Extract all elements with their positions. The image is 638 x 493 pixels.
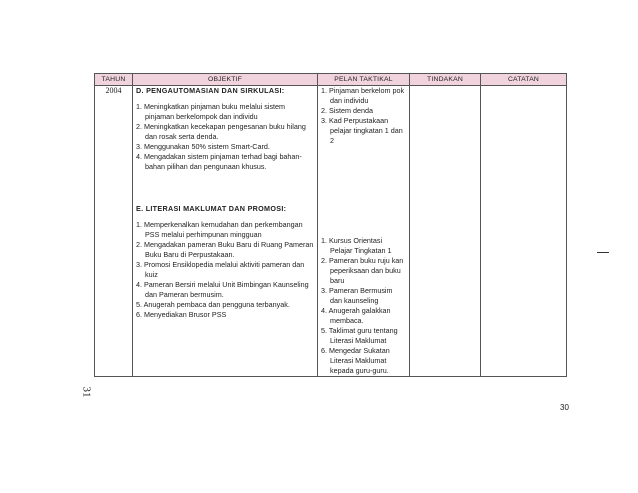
objective-item: 5. Anugerah pembaca dan pengguna terbanyak. [136, 300, 290, 309]
objective-item: 2. Meningkatkan kecekapan pengesanan buku hilang dan rosak serta denda. [136, 122, 306, 141]
plan-table [94, 73, 567, 377]
objective-item: 4. Pameran Bersiri melalui Unit Bimbingan Kaunseling dan Pameran bermusim. [136, 280, 309, 299]
objective-item: 1. Meningkatkan pinjaman buku melalui sistem pinjaman berkelompok dan individu [136, 102, 286, 121]
catatan-cell [481, 86, 567, 377]
edge-mark [597, 252, 609, 253]
header-pelan-taktikal: PELAN TAKTIKAL [318, 74, 410, 86]
objective-item: 3. Menggunakan 50% sistem Smart-Card. [136, 142, 270, 151]
header-row [95, 74, 567, 86]
plan-item: 1. Kursus Orientasi Pelajar Tingkatan 1 [321, 236, 392, 255]
pelan-taktikal-cell [318, 86, 410, 377]
margin-page-number: 31 [80, 386, 93, 398]
objective-item: 4. Mengadakan sistem pinjaman terhad bagi bahan-bahan pilihan dan pengunaan khusus. [136, 152, 302, 171]
plan-item: 3. Kad Perpustakaan pelajar tingkatan 1 dan 2 [321, 116, 403, 145]
tindakan-cell [410, 86, 481, 377]
header-objektif: OBJEKTIF [133, 74, 318, 86]
page-number: 30 [560, 403, 569, 412]
year-cell: 2004 [95, 86, 133, 377]
plan-item: 4. Anugerah galakkan membaca. [321, 306, 391, 325]
header-tahun: TAHUN [95, 74, 133, 86]
table-row [95, 86, 567, 377]
objective-item: 3. Promosi Ensiklopedia melalui aktiviti pameran dan kuiz [136, 260, 305, 279]
objective-item: 6. Menyediakan Brusor PSS [136, 310, 227, 319]
header-catatan: CATATAN [481, 74, 567, 86]
header-tindakan: TINDAKAN [410, 74, 481, 86]
plan-item: 5. Taklimat guru tentang Literasi Maklumat [321, 326, 398, 345]
section-d-heading: D. PENGAUTOMASIAN DAN SIRKULASI: [136, 86, 285, 95]
objective-item: 2. Mengadakan pameran Buku Baru di Ruang Pameran Buku Baru di Perpustakaan. [136, 240, 314, 259]
plan-item: 1. Pinjaman berkelom pok dan individu [321, 86, 405, 105]
plan-item: 3. Pameran Bermusim dan kaunseling [321, 286, 393, 305]
plan-item: 2. Pameran buku ruju kan peperiksaan dan buku baru [321, 256, 404, 285]
objective-item: 1. Memperkenalkan kemudahan dan perkembangan PSS melalui perhimpunan mingguan [136, 220, 303, 239]
plan-item: 2. Sistem denda [321, 106, 373, 115]
objektif-cell [133, 86, 318, 377]
section-e-heading: E. LITERASI MAKLUMAT DAN PROMOSI: [136, 204, 287, 213]
plan-item: 6. Mengedar Sukatan Literasi Maklumat kepada guru-guru. [321, 346, 390, 375]
